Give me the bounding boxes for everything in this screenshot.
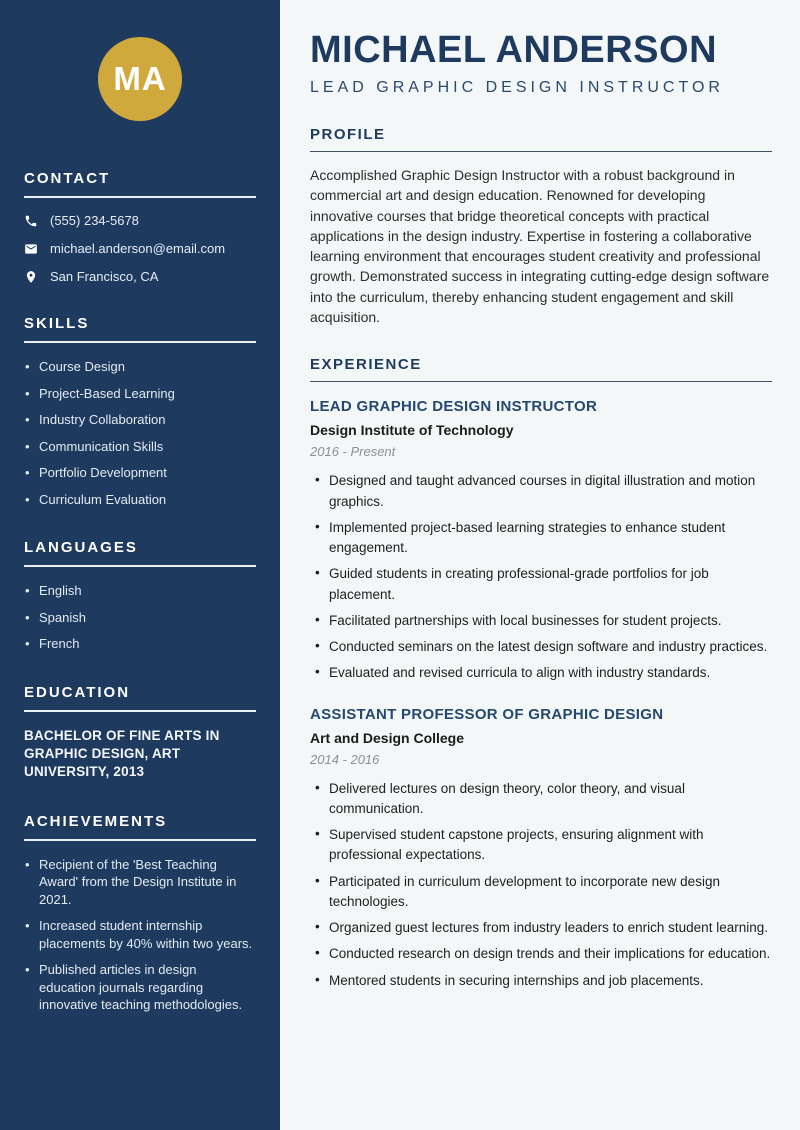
section-divider [24, 565, 256, 567]
job-title-subtitle: LEAD GRAPHIC DESIGN INSTRUCTOR [310, 79, 724, 96]
job-bullet: • Supervised student capstone projects, ensuring alignment with professional expectations. [310, 825, 772, 866]
contact-phone-row [24, 213, 256, 228]
language-item: • French [24, 635, 256, 653]
job-company: Art and Design College [310, 729, 465, 746]
education-section [24, 684, 256, 782]
phone-icon [24, 214, 38, 228]
sidebar [0, 0, 280, 1130]
job-bullet: • Organized guest lectures from industry leaders to enrich student learning. [310, 918, 772, 938]
languages-section [24, 539, 256, 653]
job-bullet: • Implemented project-based learning strategies to enhance student engagement. [310, 518, 772, 559]
job-bullet-list [310, 471, 772, 683]
profile-section [310, 126, 772, 327]
skills-list [24, 358, 256, 508]
job-bullet: • Evaluated and revised curricula to align with industry standards. [310, 663, 772, 683]
main-content [280, 0, 800, 1130]
experience-heading: EXPERIENCE [310, 356, 772, 382]
job-bullet: • Conducted seminars on the latest design software and industry practices. [310, 637, 772, 657]
section-divider [24, 341, 256, 343]
skill-item: • Communication Skills [24, 438, 256, 456]
job-bullet: • Participated in curriculum development to incorporate new design technologies. [310, 872, 772, 913]
contact-location-text: San Francisco, CA [50, 269, 159, 284]
job-bullet: • Delivered lectures on design theory, color theory, and visual communication. [310, 779, 772, 820]
skill-item: • Curriculum Evaluation [24, 491, 256, 509]
skills-heading: SKILLS [24, 315, 90, 332]
job-title: LEAD GRAPHIC DESIGN INSTRUCTOR [310, 398, 598, 416]
contact-email-row [24, 241, 256, 256]
job-company: Design Institute of Technology [310, 422, 514, 439]
contact-location-row [24, 269, 256, 284]
name-heading: MICHAEL ANDERSON [310, 29, 718, 71]
job-bullet: • Designed and taught advanced courses in digital illustration and motion graphics. [310, 471, 772, 512]
language-item: • Spanish [24, 609, 256, 627]
job-bullet: • Facilitated partnerships with local businesses for student projects. [310, 611, 772, 631]
achievements-section [24, 813, 256, 1014]
job-bullet-list [310, 779, 772, 991]
language-item: • English [24, 582, 256, 600]
job-entry-2 [310, 706, 772, 991]
languages-heading: LANGUAGES [24, 539, 138, 557]
section-divider [24, 710, 256, 712]
job-bullet: • Mentored students in securing internships and job placements. [310, 971, 772, 991]
achievement-item: • Recipient of the 'Best Teaching Award' from the Design Institute in 2021. [24, 856, 256, 909]
contact-section [24, 170, 256, 284]
contact-heading: CONTACT [24, 170, 111, 187]
avatar-initials: MA [113, 60, 167, 97]
job-dates: 2014 - 2016 [310, 751, 380, 767]
job-bullet: • Guided students in creating professional-grade portfolios for job placement. [310, 564, 772, 605]
contact-phone-text: (555) 234-5678 [50, 213, 139, 228]
skills-section [24, 315, 256, 508]
skill-item: • Portfolio Development [24, 464, 256, 482]
contact-email-text: michael.anderson@email.com [50, 241, 226, 256]
section-divider [24, 196, 256, 198]
location-icon [24, 270, 38, 284]
section-divider [24, 839, 256, 841]
profile-text: Accomplished Graphic Design Instructor with a robust background in commercial art and design education. Renowned for developing innovative courses that bridge theoretical concepts with practical applications in the design industry. Expertise in fostering a collaborative learning environment that encourages student creativity and professional growth. Demonstrated success in integrating cutting-edge design software into the curriculum, thereby enhancing student engagement and skill acquisition. [310, 167, 770, 326]
achievements-list [24, 856, 256, 1014]
education-degree: BACHELOR OF FINE ARTS IN GRAPHIC DESIGN, ART UNIVERSITY, 2013 [24, 727, 220, 780]
skill-item: • Course Design [24, 358, 256, 376]
skill-item: • Industry Collaboration [24, 411, 256, 429]
profile-heading: PROFILE [310, 126, 772, 152]
email-icon [24, 242, 38, 256]
skill-item: • Project-Based Learning [24, 385, 256, 403]
experience-section [310, 356, 772, 991]
job-dates: 2016 - Present [310, 444, 396, 460]
job-title: ASSISTANT PROFESSOR OF GRAPHIC DESIGN [310, 705, 664, 723]
languages-list [24, 582, 256, 653]
education-heading: EDUCATION [24, 683, 131, 701]
avatar [98, 37, 182, 121]
achievement-item: • Published articles in design education journals regarding innovative teaching methodologies. [24, 961, 256, 1014]
achievement-item: • Increased student internship placements by 40% within two years. [24, 917, 256, 952]
job-bullet: • Conducted research on design trends and their implications for education. [310, 944, 772, 964]
job-entry-1 [310, 398, 772, 683]
achievements-heading: ACHIEVEMENTS [24, 812, 168, 830]
